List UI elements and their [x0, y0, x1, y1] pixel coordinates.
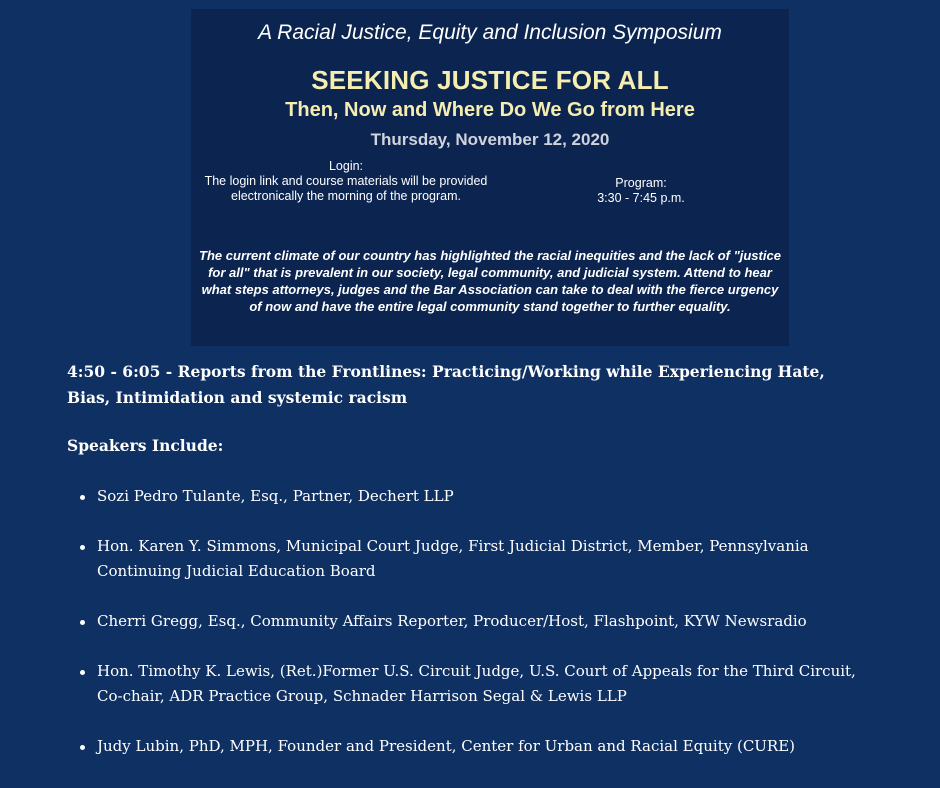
- speaker-item: Cherri Gregg, Esq., Community Affairs Reporter, Producer/Host, Flashpoint, KYW Newsradio: [67, 609, 877, 634]
- event-subtitle: Then, Now and Where Do We Go from Here: [285, 99, 695, 121]
- speakers-heading: Speakers Include:: [67, 436, 224, 455]
- event-date: Thursday, November 12, 2020: [370, 130, 610, 149]
- program-info: [561, 176, 721, 206]
- event-title: SEEKING JUSTICE FOR ALL: [311, 65, 669, 95]
- login-info: [201, 159, 491, 204]
- symposium-name: A Racial Justice, Equity and Inclusion Symposium: [258, 21, 722, 44]
- session-title: 4:50 - 6:05 - Reports from the Frontlines: Practicing/Working while Experiencing Hate, Bias, Intimidation and systemic racism: [67, 362, 825, 407]
- speaker-item: Judy Lubin, PhD, MPH, Founder and President, Center for Urban and Racial Equity (CURE): [67, 734, 877, 759]
- login-label: Login:: [328, 159, 364, 173]
- event-description: The current climate of our country has highlighted the racial inequities and the lack of "justice for all" that is prevalent in our society, legal community, and judicial system. Attend to hear what steps attorneys, judges and the Bar Association can take to deal with the fierce urgency of now and have the entire legal community stand together to further equality.: [199, 248, 781, 314]
- login-text: The login link and course materials will be provided electronically the morning of the program.: [204, 174, 488, 203]
- program-label: Program:: [615, 176, 667, 190]
- event-banner: [191, 9, 789, 346]
- speaker-item: Hon. Timothy K. Lewis, (Ret.)Former U.S. Circuit Judge, U.S. Court of Appeals for the Third Circuit, Co-chair, ADR Practice Group, Schnader Harrison Segal & Lewis LLP: [67, 659, 877, 709]
- speaker-list: [67, 484, 877, 784]
- speaker-item: Sozi Pedro Tulante, Esq., Partner, Dechert LLP: [67, 484, 877, 509]
- program-time: 3:30 - 7:45 p.m.: [597, 191, 685, 205]
- speaker-item: Hon. Karen Y. Simmons, Municipal Court Judge, First Judicial District, Member, Pennsylvania Continuing Judicial Education Board: [67, 534, 877, 584]
